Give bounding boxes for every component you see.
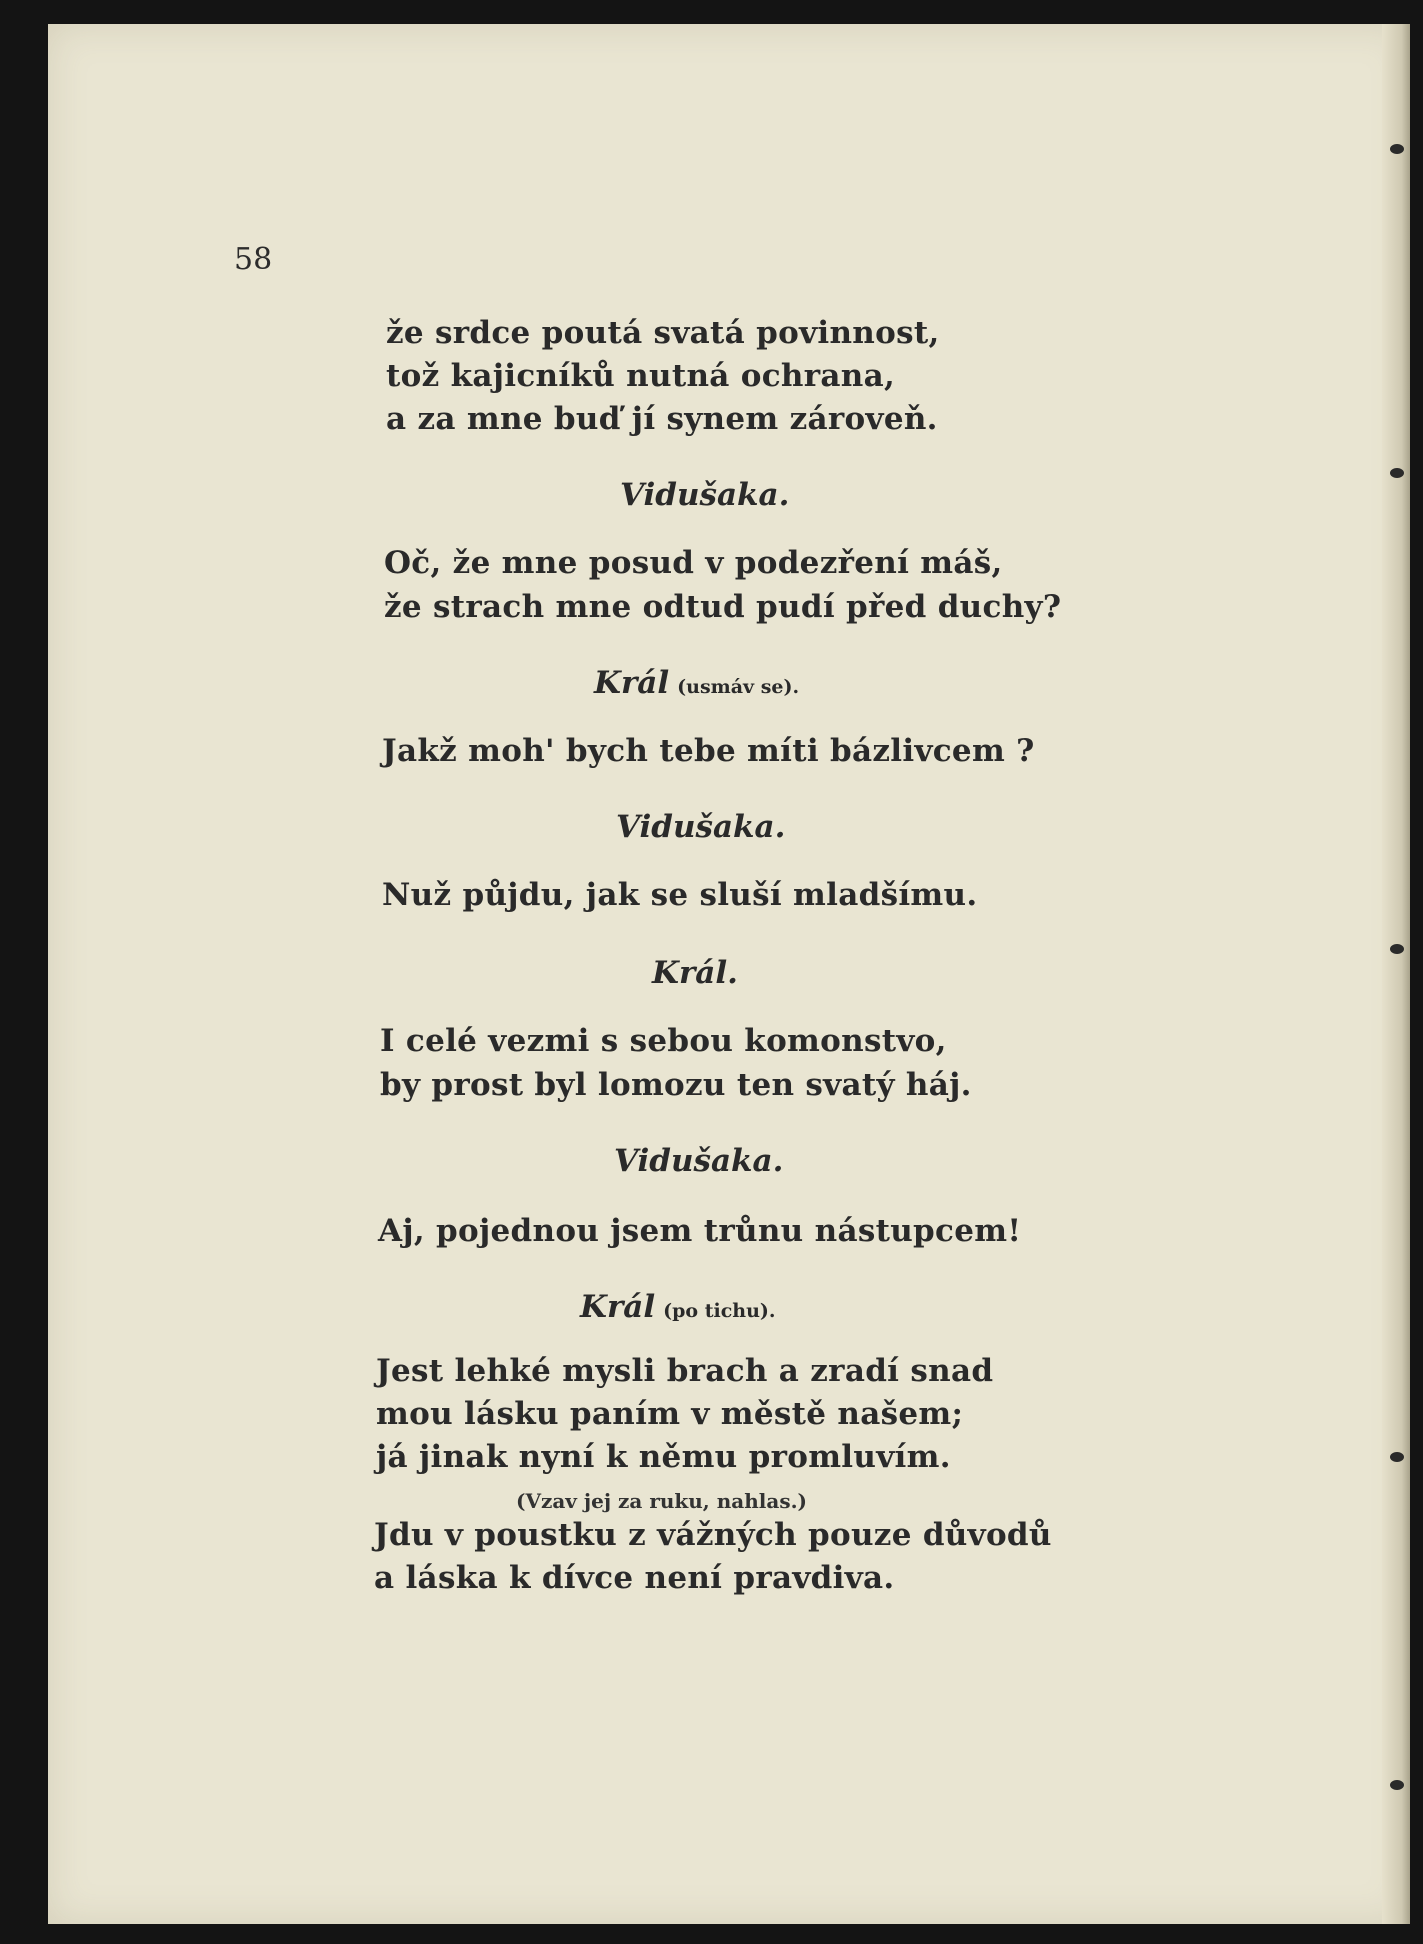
verse-line: a za mne buď jí synem zároveň. xyxy=(386,401,938,437)
verse-line: by prost byl lomozu ten svatý háj. xyxy=(380,1067,972,1103)
ink-mark xyxy=(1390,1780,1404,1790)
speaker-name: Král xyxy=(580,1289,656,1325)
speaker-heading: Vidušaka. xyxy=(620,477,790,513)
speaker-name: Král xyxy=(594,665,670,701)
ink-mark xyxy=(1390,1452,1404,1462)
verse-line: Aj, pojednou jsem trůnu nástupcem! xyxy=(378,1213,1022,1249)
speaker-heading: Král. xyxy=(652,955,738,991)
ink-mark xyxy=(1390,144,1404,154)
stage-direction: (Vzav jej za ruku, nahlas.) xyxy=(516,1489,808,1513)
verse-line: Oč, že mne posud v podezření máš, xyxy=(384,545,1003,581)
speaker-heading: Vidušaka. xyxy=(614,1143,784,1179)
verse-line: Jakž moh' bych tebe míti bázlivcem ? xyxy=(382,733,1035,769)
verse-line: Jest lehké mysli brach a zradí snad xyxy=(376,1353,994,1389)
ink-mark xyxy=(1390,468,1404,478)
page-gutter xyxy=(1382,24,1410,1924)
verse-line: I celé vezmi s sebou komonstvo, xyxy=(380,1023,947,1059)
speaker-heading xyxy=(594,662,799,709)
verse-line: že srdce poutá svatá povinnost, xyxy=(386,315,940,351)
verse-line: že strach mne odtud pudí před duchy? xyxy=(384,589,1062,625)
verse-line: Nuž půjdu, jak se sluší mladšímu. xyxy=(382,877,978,913)
ink-mark xyxy=(1390,944,1404,954)
verse-line: mou lásku paním v městě našem; xyxy=(376,1396,964,1432)
speaker-heading xyxy=(580,1286,776,1333)
verse-line: a láska k dívce není pravdiva. xyxy=(374,1560,895,1596)
stage-direction: (po tichu). xyxy=(663,1300,776,1322)
verse-line: Jdu v poustku z vážných pouze důvodů xyxy=(374,1517,1052,1553)
stage-direction: (usmáv se). xyxy=(677,676,800,698)
speaker-heading: Vidušaka. xyxy=(616,809,786,845)
verse-line: já jinak nyní k němu promluvím. xyxy=(376,1439,951,1475)
verse-line: tož kajicníků nutná ochrana, xyxy=(386,358,896,394)
page-number: 58 xyxy=(234,242,273,277)
